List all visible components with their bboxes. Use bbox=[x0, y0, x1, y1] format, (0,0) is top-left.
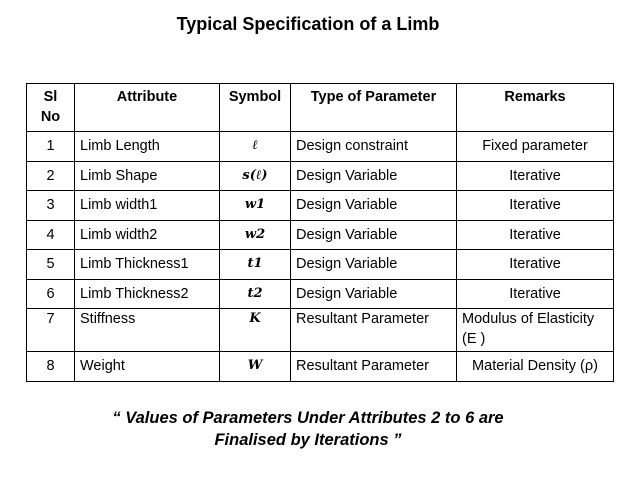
cell-symbol: t1 bbox=[220, 250, 291, 280]
header-type-of-parameter: Type of Parameter bbox=[291, 84, 457, 132]
cell-type: Design Variable bbox=[291, 250, 457, 280]
cell-remarks: Iterative bbox=[457, 161, 614, 191]
cell-remarks: Material Density (ρ) bbox=[457, 352, 614, 382]
table-row bbox=[27, 279, 614, 309]
cell-sl: 6 bbox=[27, 279, 75, 309]
cell-attribute: Weight bbox=[75, 352, 220, 382]
cell-type: Resultant Parameter bbox=[291, 309, 457, 352]
cell-symbol: w1 bbox=[220, 191, 291, 221]
cell-attribute: Limb width2 bbox=[75, 220, 220, 250]
cell-remarks: Iterative bbox=[457, 220, 614, 250]
cell-symbol: ℓ bbox=[220, 132, 291, 162]
table-row bbox=[27, 220, 614, 250]
cell-type: Design constraint bbox=[291, 132, 457, 162]
table-row bbox=[27, 250, 614, 280]
iteration-note-line-2: Finalised by Iterations ” bbox=[214, 431, 402, 449]
cell-sl: 4 bbox=[27, 220, 75, 250]
cell-symbol: s(ℓ) bbox=[220, 161, 291, 191]
header-remarks: Remarks bbox=[457, 84, 614, 132]
page-title: Typical Specification of a Limb bbox=[176, 14, 440, 34]
cell-type: Design Variable bbox=[291, 279, 457, 309]
table-row bbox=[27, 352, 614, 382]
cell-type: Design Variable bbox=[291, 191, 457, 221]
cell-type: Design Variable bbox=[291, 220, 457, 250]
cell-attribute: Limb Thickness1 bbox=[75, 250, 220, 280]
cell-sl: 5 bbox=[27, 250, 75, 280]
spec-table bbox=[26, 83, 614, 382]
cell-remarks: Iterative bbox=[457, 279, 614, 309]
cell-sl: 1 bbox=[27, 132, 75, 162]
cell-type: Design Variable bbox=[291, 161, 457, 191]
cell-sl: 3 bbox=[27, 191, 75, 221]
cell-symbol: K bbox=[220, 309, 291, 352]
cell-attribute: Limb width1 bbox=[75, 191, 220, 221]
iteration-note bbox=[0, 407, 616, 451]
cell-attribute: Limb Length bbox=[75, 132, 220, 162]
table-row bbox=[27, 191, 614, 221]
table-header-row bbox=[27, 84, 614, 132]
header-symbol: Symbol bbox=[220, 84, 291, 132]
cell-attribute: Stiffness bbox=[75, 309, 220, 352]
cell-sl: 8 bbox=[27, 352, 75, 382]
table-row bbox=[27, 309, 614, 352]
cell-symbol: t2 bbox=[220, 279, 291, 309]
header-attribute: Attribute bbox=[75, 84, 220, 132]
cell-symbol: w2 bbox=[220, 220, 291, 250]
cell-remarks: Iterative bbox=[457, 191, 614, 221]
cell-attribute: Limb Shape bbox=[75, 161, 220, 191]
table-row bbox=[27, 161, 614, 191]
cell-remarks: Modulus of Elasticity (E ) bbox=[457, 309, 614, 352]
table-row bbox=[27, 132, 614, 162]
cell-remarks: Fixed parameter bbox=[457, 132, 614, 162]
cell-type: Resultant Parameter bbox=[291, 352, 457, 382]
iteration-note-line-1: “ Values of Parameters Under Attributes 2 to 6 are bbox=[112, 409, 504, 427]
cell-symbol: W bbox=[220, 352, 291, 382]
cell-sl: 7 bbox=[27, 309, 75, 352]
header-sl-no: Sl No bbox=[27, 84, 75, 132]
cell-remarks: Iterative bbox=[457, 250, 614, 280]
cell-sl: 2 bbox=[27, 161, 75, 191]
cell-attribute: Limb Thickness2 bbox=[75, 279, 220, 309]
